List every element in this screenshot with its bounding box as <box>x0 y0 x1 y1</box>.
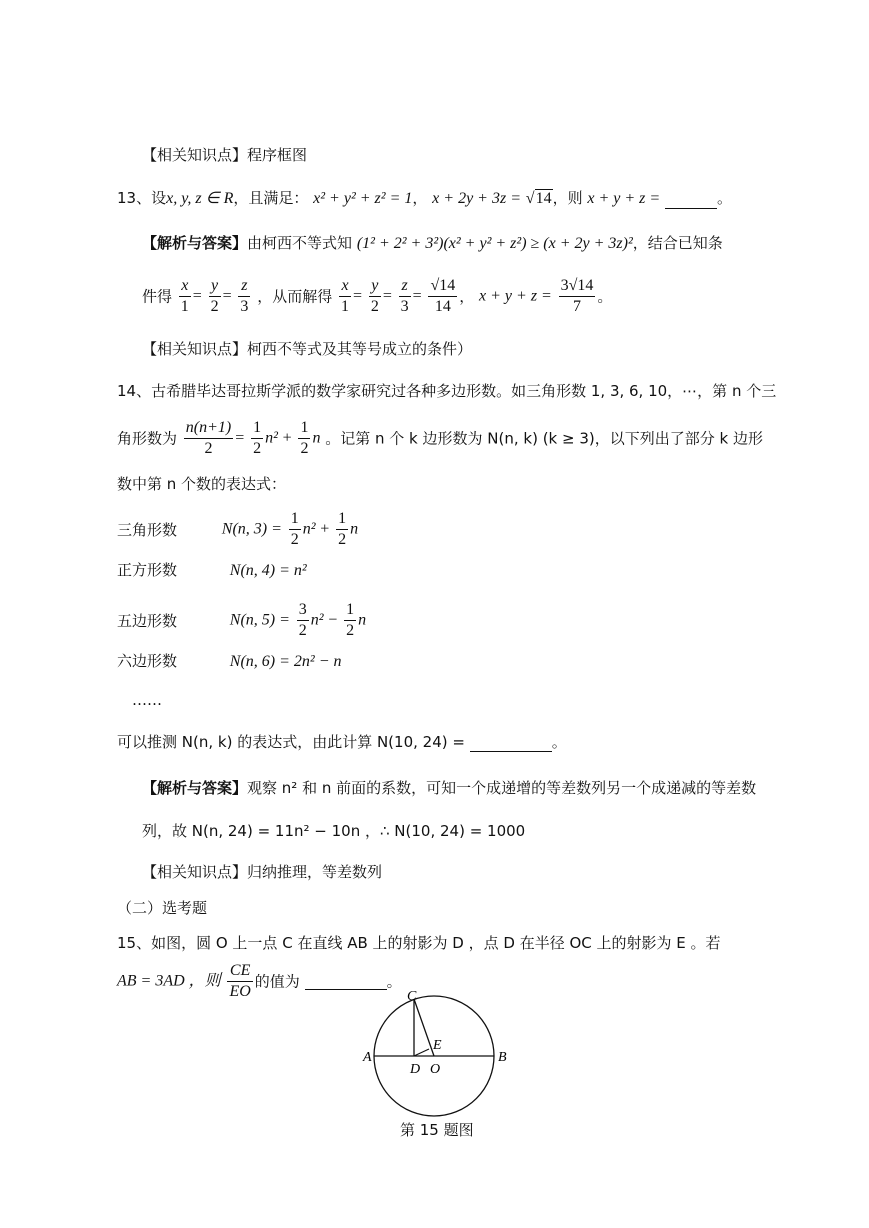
answer-14-line-2: 列，故 N(n, 24) = 11n² − 10n ，∴ N(10, 24) = 1000 <box>142 822 526 840</box>
answer-13-mid: ，从而解得 <box>257 287 333 306</box>
label-a: A <box>363 1050 372 1065</box>
hexagonal-number-row: 六边形数 N(n, 6) = 2n² − n <box>117 652 342 670</box>
knowledge-point-13: 【相关知识点】柯西不等式及其等号成立的条件） <box>142 340 473 358</box>
q13-condition-text: ，且满足： <box>233 189 309 207</box>
label-c: C <box>407 989 417 1004</box>
label-b: B <box>498 1050 507 1065</box>
fraction-half: $\frac{1}{2}$ <box>300 419 309 457</box>
question-14-line-2: 角形数为 $\frac{n(n+1)}{2}$ = $\frac{1}{2}$ n² + $\frac{1}{2}$ n 。记第 n 个 k 边形数为 N(n, k) (k ≥ 3)，以下列出了部分 k 边形 <box>117 419 763 457</box>
q13-then: ，则 <box>552 189 583 207</box>
question-13 <box>117 188 732 209</box>
label-e: E <box>433 1038 442 1053</box>
fraction-y-over-2: $\frac{y}{2}$ <box>370 277 379 315</box>
q13-end: 。 <box>716 189 732 207</box>
q13-prefix: 13、设 <box>117 189 167 207</box>
q13-sqrt-value: 14 <box>535 190 552 207</box>
triangular-number-row: 三角形数 N(n, 3) = $\frac{1}{2}$ n² + $\frac{1}{2}$ n <box>117 510 359 548</box>
fraction-z-over-3: $\frac{z}{3}$ <box>400 277 409 315</box>
question-14-line-3: 数中第 n 个数的表达式： <box>117 475 287 493</box>
q13-comma: ， <box>412 189 428 207</box>
answer-14-line-1: 【解析与答案】观察 n² 和 n 前面的系数，可知一个成递增的等差数列另一个成递减的等差数 <box>142 779 757 797</box>
fraction-ce-over-eo: $\frac{CE}{EO}$ <box>229 962 251 1000</box>
answer-blank-14 <box>470 735 552 752</box>
answer-13-text: 由柯西不等式知 <box>247 234 353 252</box>
square-number-row: 正方形数 N(n, 4) = n² <box>117 561 307 579</box>
knowledge-point-12: 【相关知识点】程序框图 <box>142 146 308 164</box>
question-15-line-2: AB = 3AD ，则 $\frac{CE}{EO}$ 的值为 。 <box>117 962 402 1000</box>
answer-label: 【解析与答案】 <box>142 234 248 252</box>
fraction-half: $\frac{1}{2}$ <box>253 419 262 457</box>
fraction-sqrt14-over-14: $\frac{√14}{14}$ <box>430 277 456 315</box>
fraction-half: $\frac{1}{2}$ <box>338 510 347 548</box>
answer-label: 【解析与答案】 <box>142 779 248 797</box>
fraction-x-over-1: $\frac{x}{1}$ <box>341 277 349 315</box>
question-14-ask: 可以推测 N(n, k) 的表达式，由此计算 N(10, 24) = 。 <box>117 733 567 751</box>
q13-vars: x, y, z ∈ R <box>166 190 234 207</box>
sqrt-sign: √ <box>525 190 535 207</box>
label-o: O <box>430 1062 441 1077</box>
fraction-three-half: $\frac{3}{2}$ <box>298 601 307 639</box>
ellipsis: …… <box>132 691 162 709</box>
section-heading-elective: （二）选考题 <box>117 899 208 917</box>
answer-13-text-2: ，结合已知条 <box>632 234 723 252</box>
q13-equation-1: x² + y² + z² = 1 <box>313 190 413 207</box>
label-d: D <box>410 1062 421 1077</box>
segment-co <box>414 999 434 1056</box>
fraction-3sqrt14-over-7: $\frac{3√14}{7}$ <box>560 277 594 315</box>
fraction-half: $\frac{1}{2}$ <box>346 601 355 639</box>
question-15-line-1: 15、如图，圆 O 上一点 C 在直线 AB 上的射影为 D ，点 D 在半径 OC 上的射影为 E 。若 <box>117 934 721 952</box>
fraction-y-over-2: $\frac{y}{2}$ <box>210 277 219 315</box>
knowledge-point-14: 【相关知识点】归纳推理，等差数列 <box>142 863 383 881</box>
fraction-triangular: $\frac{n(n+1)}{2}$ <box>185 419 232 457</box>
answer-13-line-1 <box>142 233 723 254</box>
geometry-figure <box>360 988 510 1128</box>
cauchy-inequality: (1² + 2² + 3²)(x² + y² + z²) ≥ (x + 2y + 3z)² <box>356 235 633 252</box>
fraction-x-over-1: $\frac{x}{1}$ <box>180 277 189 315</box>
fraction-z-over-3: $\frac{z}{3}$ <box>240 277 249 315</box>
answer-13-sum: x + y + z = <box>479 287 552 305</box>
pentagonal-number-row: 五边形数 N(n, 5) = $\frac{3}{2}$ n² − $\frac{1}{2}$ n <box>117 601 367 639</box>
figure-caption: 第 15 题图 <box>400 1121 474 1139</box>
answer-13-pre: 件得 <box>142 287 173 306</box>
q13-equation-2: x + 2y + 3z = <box>432 190 521 207</box>
answer-blank-13 <box>665 192 717 209</box>
question-14-line-1: 14、古希腊毕达哥拉斯学派的数学家研究过各种多边形数。如三角形数 1, 3, 6, 10，⋯，第 n 个三 <box>117 382 777 400</box>
answer-13-line-2: 件得 $\frac{x}{1}$ = $\frac{y}{2}$ = $\frac{z}{3}$ ，从而解得 $\frac{x}{1}$ = $\frac{y}{2}$ = $\frac{z}{3}$ = $\frac{√14}{14}$ ， x + y + z = $\frac{3√14}{7}$ 。 <box>142 277 613 315</box>
q13-ask: x + y + z = <box>587 190 661 207</box>
fraction-half: $\frac{1}{2}$ <box>290 510 299 548</box>
segment-de <box>414 1049 429 1056</box>
